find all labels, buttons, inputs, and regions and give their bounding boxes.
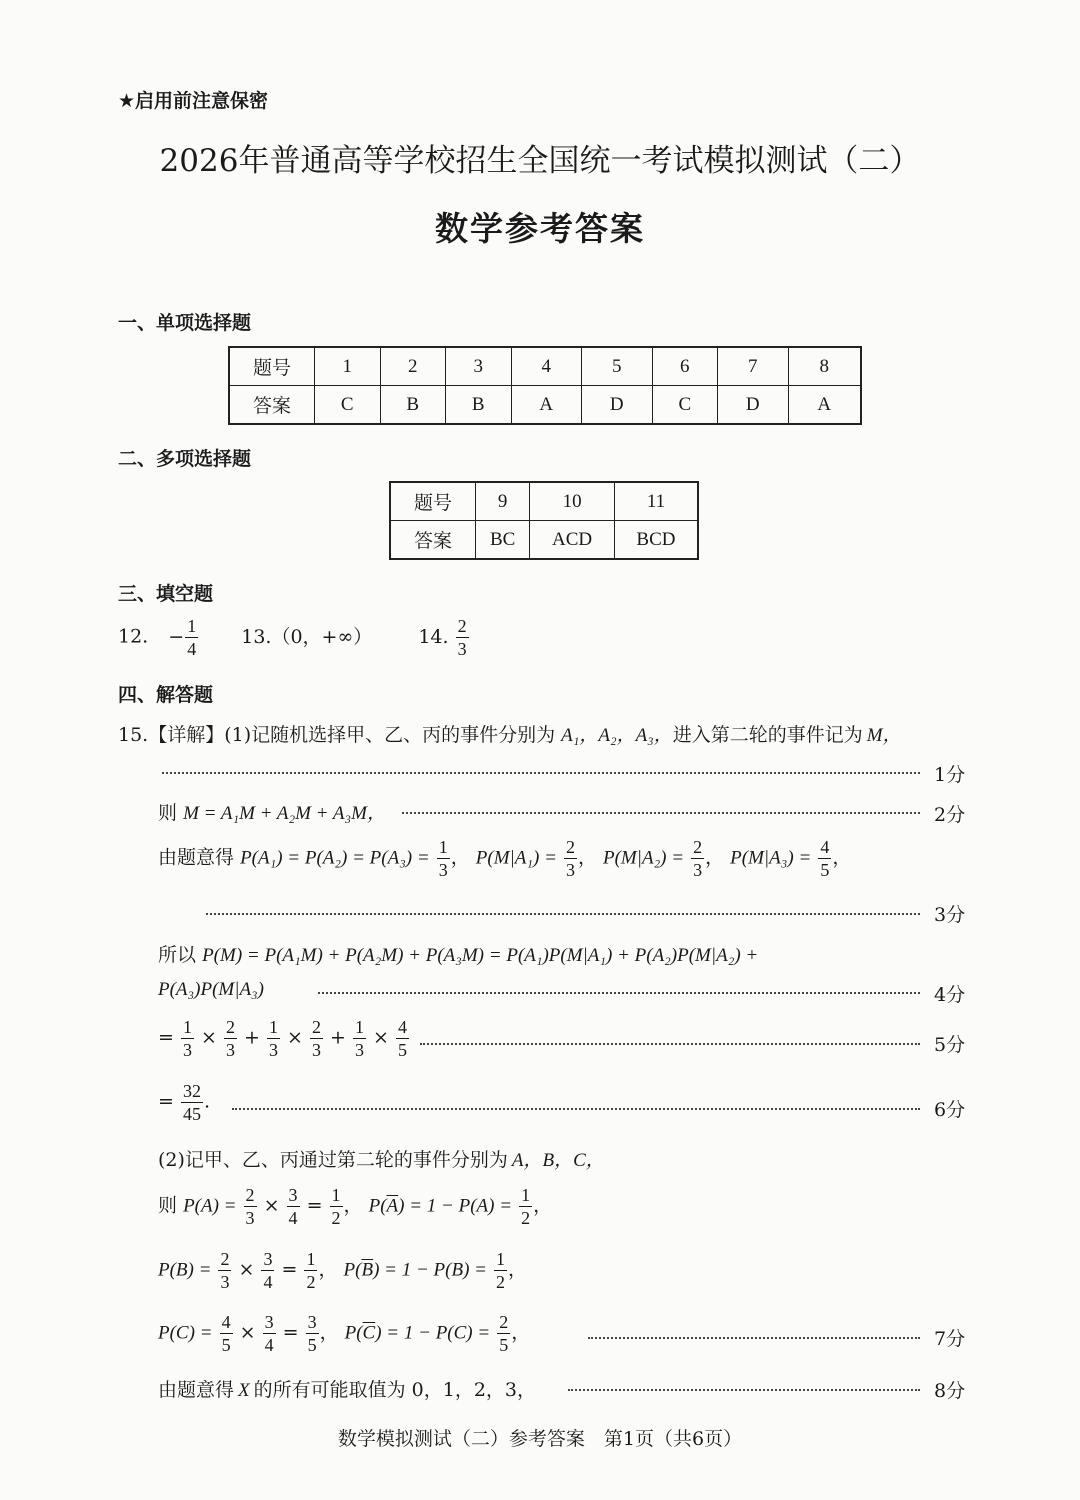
numerator: 1	[496, 1249, 506, 1269]
numerator: 2	[245, 1185, 255, 1205]
line-6: = $\frac{1}{3}$ × $\frac{2}{3}$ + $\frac{1}{3}$ × $\frac{2}{3}$ + $\frac{1}{3}$ × $\frac{4}{5}$	[158, 1017, 407, 1060]
denominator: 3	[457, 639, 467, 659]
denominator: 3	[693, 860, 703, 880]
fraction	[396, 1018, 409, 1059]
row-label: 答案	[229, 386, 315, 425]
last-line-text: 的所有可能取值为 0，1，2，3，	[253, 1379, 537, 1401]
section3-heading: 三、填空题	[118, 583, 214, 605]
multi-choice-table	[389, 481, 699, 560]
fraction	[564, 838, 577, 879]
question-number: 5	[582, 347, 653, 386]
numerator: 2	[457, 616, 467, 636]
question-number: 6	[652, 347, 718, 386]
q12-fraction	[185, 617, 198, 658]
numerator: 1	[268, 1017, 278, 1037]
part2-intro-text: (2)记甲、乙、丙通过第二轮的事件分别为	[158, 1149, 508, 1171]
numerator: 2	[311, 1017, 321, 1037]
leader-dots	[568, 1389, 920, 1391]
fraction	[220, 1313, 233, 1354]
q12-label: 12.	[118, 625, 149, 648]
table-row	[390, 521, 698, 560]
row-label: 题号	[390, 482, 476, 521]
denominator: 5	[397, 1040, 407, 1060]
line-3: 由题意得 P(A₁) = P(A₂) = P(A₃) = $\frac{1}{3}$ ， P(M|A₁) = $\frac{2}{3}$ ， P(M|A₂) = $\frac{2}{3}$ ， P(M|A₃) = $\frac{4}{5}$ ，	[158, 837, 852, 880]
fraction	[181, 1082, 203, 1123]
answer-cell: BC	[476, 521, 530, 560]
question-number: 8	[788, 347, 861, 386]
prob-a-lhs: P(A) =	[183, 1195, 237, 1217]
numerator: 1	[521, 1185, 531, 1205]
denominator: 3	[565, 860, 575, 880]
q15-intro-line	[118, 720, 902, 747]
score-6: 6分	[934, 1099, 966, 1121]
confidential-notice: ★启用前注意保密	[118, 90, 269, 112]
score-1: 1分	[934, 764, 966, 786]
table-row	[390, 482, 698, 521]
line-4	[158, 940, 758, 967]
question-number: 4	[511, 347, 582, 386]
line-5	[158, 978, 264, 1001]
section1-heading: 一、单项选择题	[118, 312, 252, 334]
prob-a-bar-open: P(	[368, 1195, 387, 1217]
prob-a-prefix: 则	[158, 1194, 178, 1217]
score-2: 2分	[934, 804, 966, 826]
line-3-p1: P(M|A₁) =	[475, 847, 557, 869]
numerator: 3	[307, 1312, 317, 1332]
prob-c-lhs: P(C) =	[158, 1322, 213, 1344]
denominator: 2	[306, 1272, 316, 1292]
page-footer: 数学模拟测试（二）参考答案 第1页（共6页）	[337, 1428, 743, 1450]
fraction	[818, 838, 831, 879]
leader-dots	[588, 1337, 920, 1339]
denominator: 3	[354, 1040, 364, 1060]
prob-c-line: P(C) = $\frac{4}{5}$ × $\frac{3}{4}$ = $\frac{3}{5}$ ， $P(\overline{C}) = 1 - P(C)$ = $\frac{2}{5}$ ，	[158, 1312, 531, 1355]
fraction	[267, 1018, 280, 1059]
answer-cell: B	[380, 386, 446, 425]
denominator: 3	[438, 860, 448, 880]
prob-c-bar-tail: ) = 1 − P(C) =	[375, 1322, 491, 1344]
question-number: 7	[718, 347, 789, 386]
denominator: 3	[182, 1040, 192, 1060]
prob-a-bar-tail: ) = 1 − P(A) =	[398, 1195, 513, 1217]
numerator: 2	[499, 1312, 509, 1332]
fraction	[224, 1018, 237, 1059]
numerator: 2	[220, 1249, 230, 1269]
numerator: 4	[397, 1017, 407, 1037]
section4-heading: 四、解答题	[118, 684, 214, 706]
numerator: 3	[263, 1249, 273, 1269]
numerator: 4	[820, 837, 830, 857]
line-3-prefix: 由题意得	[158, 846, 235, 869]
fraction	[437, 838, 450, 879]
fraction	[218, 1250, 231, 1291]
numerator: 4	[221, 1312, 231, 1332]
answer-cell: A	[788, 386, 861, 425]
prob-c-bar-open: P(	[344, 1322, 363, 1344]
leader-dots	[402, 812, 920, 814]
leader-dots	[162, 772, 920, 774]
score-4: 4分	[934, 984, 966, 1006]
row-label: 答案	[390, 521, 476, 560]
numerator: 1	[331, 1185, 341, 1205]
numerator: 2	[565, 837, 575, 857]
line-7: = $\frac{32}{45}$ .	[158, 1081, 211, 1124]
denominator: 3	[220, 1272, 230, 1292]
prob-b-bar-tail: ) = 1 − P(B) =	[373, 1259, 487, 1281]
score-7: 7分	[934, 1328, 966, 1350]
variable-x: X	[238, 1380, 250, 1401]
complement-a: $\overline{A}$	[386, 1195, 399, 1217]
table-row	[229, 386, 861, 425]
line-2	[158, 798, 386, 825]
prob-a-line: 则 P(A) = $\frac{2}{3}$ × $\frac{3}{4}$ = $\frac{1}{2}$ ， $P(\overline{A}) = 1 - P(A)$ = $\frac{1}{2}$ ，	[158, 1185, 553, 1228]
fraction	[263, 1313, 276, 1354]
answer-cell: ACD	[530, 521, 615, 560]
prob-b-lhs: P(B) =	[158, 1259, 212, 1281]
line-4-prefix: 所以	[158, 944, 197, 966]
question-number: 11	[614, 482, 698, 521]
denominator: 4	[263, 1272, 273, 1292]
line-2-expr: M = A₁M + A₂M + A₃M，	[183, 803, 386, 824]
score-8: 8分	[934, 1380, 966, 1402]
q14-label: 14.	[418, 625, 449, 648]
denominator: 3	[268, 1040, 278, 1060]
fraction	[244, 1186, 257, 1227]
fraction	[353, 1018, 366, 1059]
prob-b-bar-open: P(	[343, 1259, 362, 1281]
numerator: 1	[306, 1249, 316, 1269]
question-number: 3	[446, 347, 512, 386]
leader-dots	[232, 1108, 920, 1110]
q15-event-m: M，	[866, 725, 902, 746]
answer-cell: A	[511, 386, 582, 425]
line-4-expr: P(M) = P(A₁M) + P(A₂M) + P(A₃M) = P(A₁)P(M|A₁) + P(A₂)P(M|A₂) +	[202, 945, 759, 966]
question-number: 10	[530, 482, 615, 521]
complement-b: $\overline{B}$	[361, 1259, 374, 1281]
q15-intro-tail: 进入第二轮的事件记为	[672, 724, 863, 746]
line-5-expr: P(A₃)P(M|A₃)	[158, 979, 264, 1000]
q12-sign: −	[168, 625, 185, 648]
numerator: 2	[693, 837, 703, 857]
answer-cell: B	[446, 386, 512, 425]
fraction	[494, 1250, 507, 1291]
denominator: 4	[187, 639, 197, 659]
fraction	[287, 1186, 300, 1227]
question-number: 9	[476, 482, 530, 521]
last-line-prefix: 由题意得	[158, 1379, 235, 1401]
leader-dots	[206, 913, 920, 915]
prob-b-line: P(B) = $\frac{2}{3}$ × $\frac{3}{4}$ = $\frac{1}{2}$ ， $P(\overline{B}) = 1 - P(B)$ = $\frac{1}{2}$ ，	[158, 1249, 528, 1292]
denominator: 4	[264, 1335, 274, 1355]
row-label: 题号	[229, 347, 315, 386]
numerator: 1	[354, 1017, 364, 1037]
fraction	[691, 838, 704, 879]
numerator: 32	[182, 1081, 201, 1101]
numerator: 1	[182, 1017, 192, 1037]
last-line	[158, 1375, 536, 1402]
question-number: 2	[380, 347, 446, 386]
section2-heading: 二、多项选择题	[118, 448, 252, 470]
denominator: 2	[331, 1208, 341, 1228]
fraction	[497, 1313, 510, 1354]
fraction	[519, 1186, 532, 1227]
line-2-prefix: 则	[158, 802, 178, 824]
q15-intro-text: 15.【详解】(1)记随机选择甲、乙、丙的事件分别为	[118, 724, 556, 746]
fraction	[261, 1250, 274, 1291]
line-3-p2: P(M|A₂) =	[602, 847, 685, 869]
line-3-p3: P(M|A₃) =	[730, 847, 812, 869]
question-number: 1	[315, 347, 381, 386]
answer-cell: C	[652, 386, 718, 425]
score-3: 3分	[934, 904, 966, 926]
q13-answer: 13.（0，+∞）	[241, 625, 373, 648]
line-3-expr: P(A₁) = P(A₂) = P(A₃) =	[240, 847, 430, 869]
fraction	[330, 1186, 343, 1227]
fill-in-answers	[118, 617, 470, 658]
denominator: 5	[820, 860, 830, 880]
fraction	[304, 1250, 317, 1291]
leader-dots	[420, 1043, 920, 1045]
part2-events: A，B，C，	[511, 1150, 605, 1171]
leader-dots	[318, 992, 920, 994]
denominator: 5	[307, 1335, 317, 1355]
complement-c: $\overline{C}$	[362, 1322, 376, 1344]
numerator: 2	[225, 1017, 235, 1037]
answer-cell: D	[582, 386, 653, 425]
numerator: 3	[288, 1185, 298, 1205]
denominator: 45	[182, 1104, 201, 1124]
part2-intro	[158, 1145, 605, 1172]
answer-cell: C	[315, 386, 381, 425]
denominator: 2	[496, 1272, 506, 1292]
denominator: 5	[221, 1335, 231, 1355]
denominator: 5	[499, 1335, 509, 1355]
answer-cell: BCD	[614, 521, 698, 560]
q15-events: A₁，A₂，A₃，	[561, 725, 673, 746]
fraction	[181, 1018, 194, 1059]
q14-fraction	[456, 617, 469, 658]
single-choice-table	[228, 346, 862, 425]
denominator: 3	[311, 1040, 321, 1060]
denominator: 3	[245, 1208, 255, 1228]
denominator: 4	[288, 1208, 298, 1228]
score-5: 5分	[934, 1034, 966, 1056]
answer-cell: D	[718, 386, 789, 425]
fraction	[310, 1018, 323, 1059]
numerator: 1	[187, 616, 197, 636]
fraction	[306, 1313, 319, 1354]
table-row	[229, 347, 861, 386]
numerator: 1	[438, 837, 448, 857]
numerator: 3	[264, 1312, 274, 1332]
denominator: 2	[521, 1208, 531, 1228]
exam-title: 2026年普通高等学校招生全国统一考试模拟测试（二）	[159, 143, 921, 179]
denominator: 3	[225, 1040, 235, 1060]
answer-key-title: 数学参考答案	[435, 209, 645, 248]
